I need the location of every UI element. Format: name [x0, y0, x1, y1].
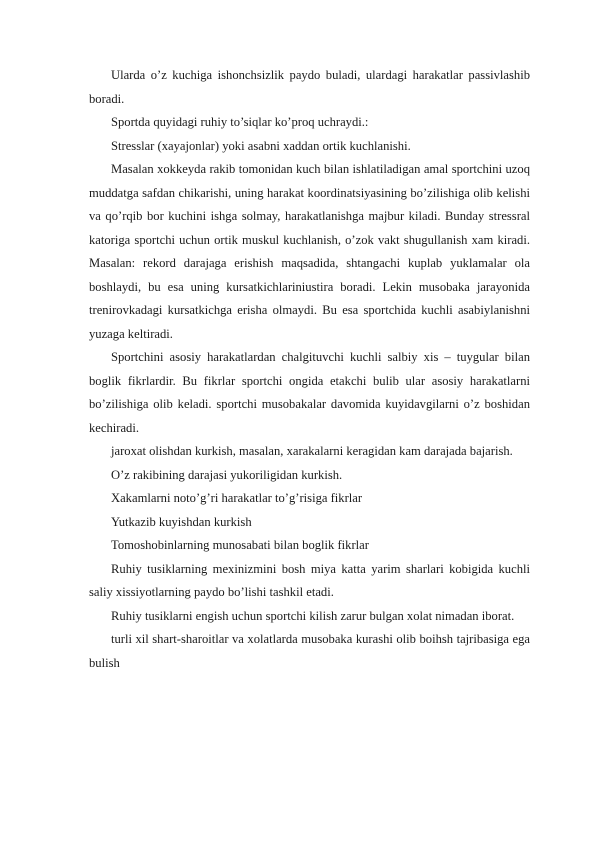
paragraph: jaroxat olishdan kurkish, masalan, xarakalarni keragidan kam darajada bajarish. [111, 444, 513, 458]
paragraph: Yutkazib kuyishdan kurkish [111, 514, 252, 529]
paragraph: Sportda quyidagi ruhiy to’siqlar ko’proq uchraydi.: [111, 115, 369, 129]
paragraph: Stresslar (xayajonlar) yoki asabni xaddan ortik kuchlanishi. [111, 138, 411, 153]
paragraph: Tomoshobinlarning munosabati bilan boglik fikrlar [111, 538, 369, 552]
paragraph: Ruhiy tusiklarning mexinizmini bosh miya katta yarim sharlari kobigida kuchli saliy xissiyotlarning paydo bo’lishi tashkil etadi. [89, 561, 530, 599]
paragraph: O’z rakibining darajasi yukoriligidan kurkish. [111, 467, 343, 482]
paragraph: Ularda o’z kuchiga ishonchsizlik paydo buladi, ulardagi harakatlar passivlashib boradi. [89, 68, 530, 106]
paragraph: Sportchini asosiy harakatlardan chalgituvchi kuchli salbiy xis – tuygular bilan boglik fikrlardir. Bu fikrlar sportchi ongida etakchi bulib ular asosiy harakatlarni bo’zilishiga olib keladi. sportchi musobakalar davomida kuyidavgilarni o’z boshidan kechiradi. [89, 350, 530, 435]
document-body [89, 64, 530, 675]
paragraph: Masalan xokkeyda rakib tomonidan kuch bilan ishlatiladigan amal sportchini uzoq muddatga safdan chikarishi, uning harakat koordinatsiyasining bo’zilishiga olib kelishi va qo’rqib bor kuchini ishga solmay, harakatlanishga majbur kiladi. Bunday stressral katoriga sportchi uchun ortik muskul kuchlanish, o’zok vakt shugullanish xam kiradi. Masalan: rekord darajaga erishish maqsadida, shtangachi kuplab yuklamalar ola boshlaydi, bu esa uning kursatkichlariniustira boradi. Lekin musobaka jarayonida trenirovkadagi kursatkichga erisha olmaydi. Bu esa sportchida kuchli asabiylanishni yuzaga keltiradi. [89, 162, 530, 341]
paragraph: Xakamlarni noto’g’ri harakatlar to’g’risiga fikrlar [111, 491, 363, 505]
paragraph: turli xil shart-sharoitlar va xolatlarda musobaka kurashi olib boihsh tajribasiga ega bulish [89, 632, 530, 670]
paragraph: Ruhiy tusiklarni engish uchun sportchi kilish zarur bulgan xolat nimadan iborat. [111, 608, 515, 623]
